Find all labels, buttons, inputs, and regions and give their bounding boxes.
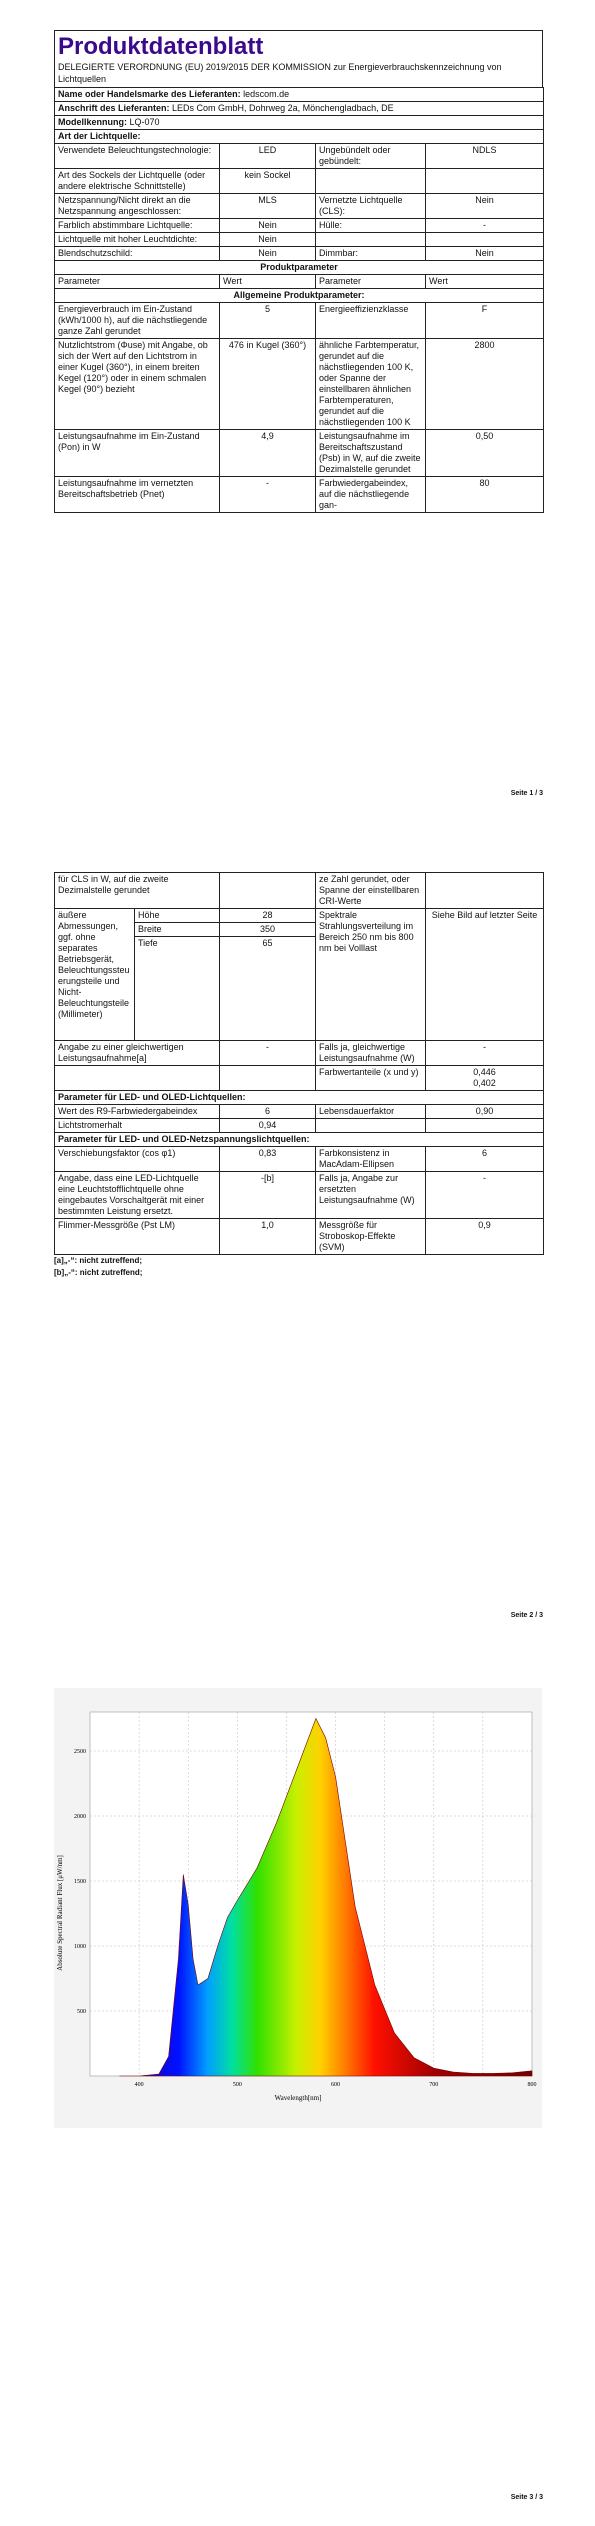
page-title: Produktdatenblatt: [58, 33, 264, 60]
y-tick-label: 1000: [74, 1944, 86, 1950]
y-axis-label: Absolute Spectral Radiant Flux [μW/nm]: [56, 1855, 64, 1971]
x-tick-label: 400: [134, 2082, 144, 2088]
table-row: Tiefe 65: [55, 937, 544, 1041]
x-tick-label: 600: [331, 2082, 341, 2088]
table-row: Blendschutzschild: Nein Dimmbar: Nein: [55, 247, 544, 261]
model-row: Modellkennung: LQ-070: [55, 116, 544, 130]
spectrum-svg: [54, 1688, 542, 2128]
spectrum-chart: [54, 1688, 542, 2128]
table-row: Leistungsaufnahme im Ein-Zustand (Pon) in W 4,9 Leistungsaufnahme im Bereitschaftszustand (Psb) in W, auf die zweite Dezimalstelle gerundet 0,50: [55, 430, 544, 477]
x-tick-label: 700: [429, 2082, 439, 2088]
table-row: Verschiebungsfaktor (cos φ1) 0,83 Farbkonsistenz in MacAdam-Ellipsen 6: [55, 1147, 544, 1172]
regulation-text: DELEGIERTE VERORDNUNG (EU) 2019/2015 DER KOMMISSION zur Energieverbrauchskennzeichnung von Lichtquellen: [58, 62, 502, 84]
column-headers: Parameter Wert Parameter Wert: [55, 275, 544, 289]
supplier-address-row: Anschrift des Lieferanten: LEDs Com GmbH, Dohrweg 2a, Mönchengladbach, DE: [55, 102, 544, 116]
table-row: Angabe zu einer gleichwertigen Leistungsaufnahme[a] - Falls ja, gleichwertige Leistungsaufnahme (W) -: [55, 1041, 544, 1066]
table-row: Lichtstromerhalt 0,94: [55, 1119, 544, 1133]
table-row: Lichtquelle mit hoher Leuchtdichte: Nein: [55, 233, 544, 247]
page-number: Seite 3 / 3: [510, 2494, 543, 2501]
footnote-a: [a]„-“: nicht zutreffend;: [54, 1256, 142, 1265]
table-row: Netzspannung/Nicht direkt an die Netzspannung angeschlossen: MLS Vernetzte Lichtquelle (CLS): Nein: [55, 194, 544, 219]
table-row: Angabe, dass eine LED-Lichtquelle eine Leuchtstofflichtquelle ohne eingebautes Vorschaltgerät mit einer bestimmten Leistung ersetzt. -[b] Falls ja, Angabe zur ersetzten Leistungsaufnahme (W) -: [55, 1172, 544, 1219]
led-params-heading: Parameter für LED- und OLED-Lichtquellen:: [55, 1091, 544, 1105]
y-tick-label: 2500: [74, 1749, 86, 1755]
table-row: äußere Abmessungen, ggf. ohne separates Betriebsgerät, Beleuchtungssteuerungsteile und Nicht-Beleuchtungsteile (Millimeter) Höhe 28 Spektrale Strahlungsverteilung im Bereich 250 nm bis 800 nm bei Volllast Siehe Bild auf letzter Seite: [55, 909, 544, 923]
table-row: Farbwertanteile (x und y) 0,446 0,402: [55, 1066, 544, 1091]
table-row: Wert des R9-Farbwiedergabeindex 6 Lebensdauerfaktor 0,90: [55, 1105, 544, 1119]
table-row: Nutzlichtstrom (Φuse) mit Angabe, ob sich der Wert auf den Lichtstrom in einer Kugel (360°), in einem breiten Kegel (120°) oder in einem schmalen Kegel (90°) bezieht 476 in Kugel (360°) ähnliche Farbtemperatur, gerundet auf die nächstliegenden 100 K, oder Spanne der einstellbaren ähnlichen Farbtemperaturen, gerundet auf die nächstliegenden 100 K 2800: [55, 339, 544, 430]
product-params-heading: Produktparameter: [55, 261, 544, 275]
header-box: [54, 30, 543, 87]
general-params-heading: Allgemeine Produktparameter:: [55, 289, 544, 303]
page-1: [0, 0, 595, 820]
y-tick-label: 2000: [74, 1814, 86, 1820]
footnote-b: [b]„-“: nicht zutreffend;: [54, 1268, 143, 1277]
page-2: [0, 820, 595, 1640]
supplier-name-row: Name oder Handelsmarke des Lieferanten: ledscom.de: [55, 88, 544, 102]
y-tick-label: 1500: [74, 1879, 86, 1885]
x-tick-label: 800: [527, 2082, 537, 2088]
page-number: Seite 2 / 3: [510, 1612, 543, 1619]
page-number: Seite 1 / 3: [510, 790, 543, 797]
x-axis-label: Wavelength[nm]: [274, 2094, 322, 2102]
table-row: Breite 350: [55, 923, 544, 937]
table-row: Art des Sockels der Lichtquelle (oder andere elektrische Schnittstelle) kein Sockel: [55, 169, 544, 194]
table-row: Flimmer-Messgröße (Pst LM) 1,0 Messgröße für Stroboskop-Effekte (SVM) 0,9: [55, 1219, 544, 1255]
datasheet-table-2: [54, 872, 544, 1255]
table-row: Farblich abstimmbare Lichtquelle: Nein Hülle: -: [55, 219, 544, 233]
page-3: [0, 1640, 595, 2526]
table-row: für CLS in W, auf die zweite Dezimalstelle gerundet ze Zahl gerundet, oder Spanne der einstellbaren CRI-Werte: [55, 873, 544, 909]
y-tick-label: 500: [77, 2009, 86, 2015]
table-row: Leistungsaufnahme im vernetzten Bereitschaftsbetrieb (Pnet) - Farbwiedergabeindex, auf die nächstliegende gan- 80: [55, 477, 544, 513]
table-row: Verwendete Beleuchtungstechnologie: LED Ungebündelt oder gebündelt: NDLS: [55, 144, 544, 169]
light-type-heading: Art der Lichtquelle:: [55, 130, 544, 144]
datasheet-table-1: [54, 87, 544, 513]
x-tick-label: 500: [232, 2082, 242, 2088]
table-row: Energieverbrauch im Ein-Zustand (kWh/1000 h), auf die nächstliegende ganze Zahl gerundet 5 Energieeffizienzklasse F: [55, 303, 544, 339]
mains-params-heading: Parameter für LED- und OLED-Netzspannungslichtquellen:: [55, 1133, 544, 1147]
